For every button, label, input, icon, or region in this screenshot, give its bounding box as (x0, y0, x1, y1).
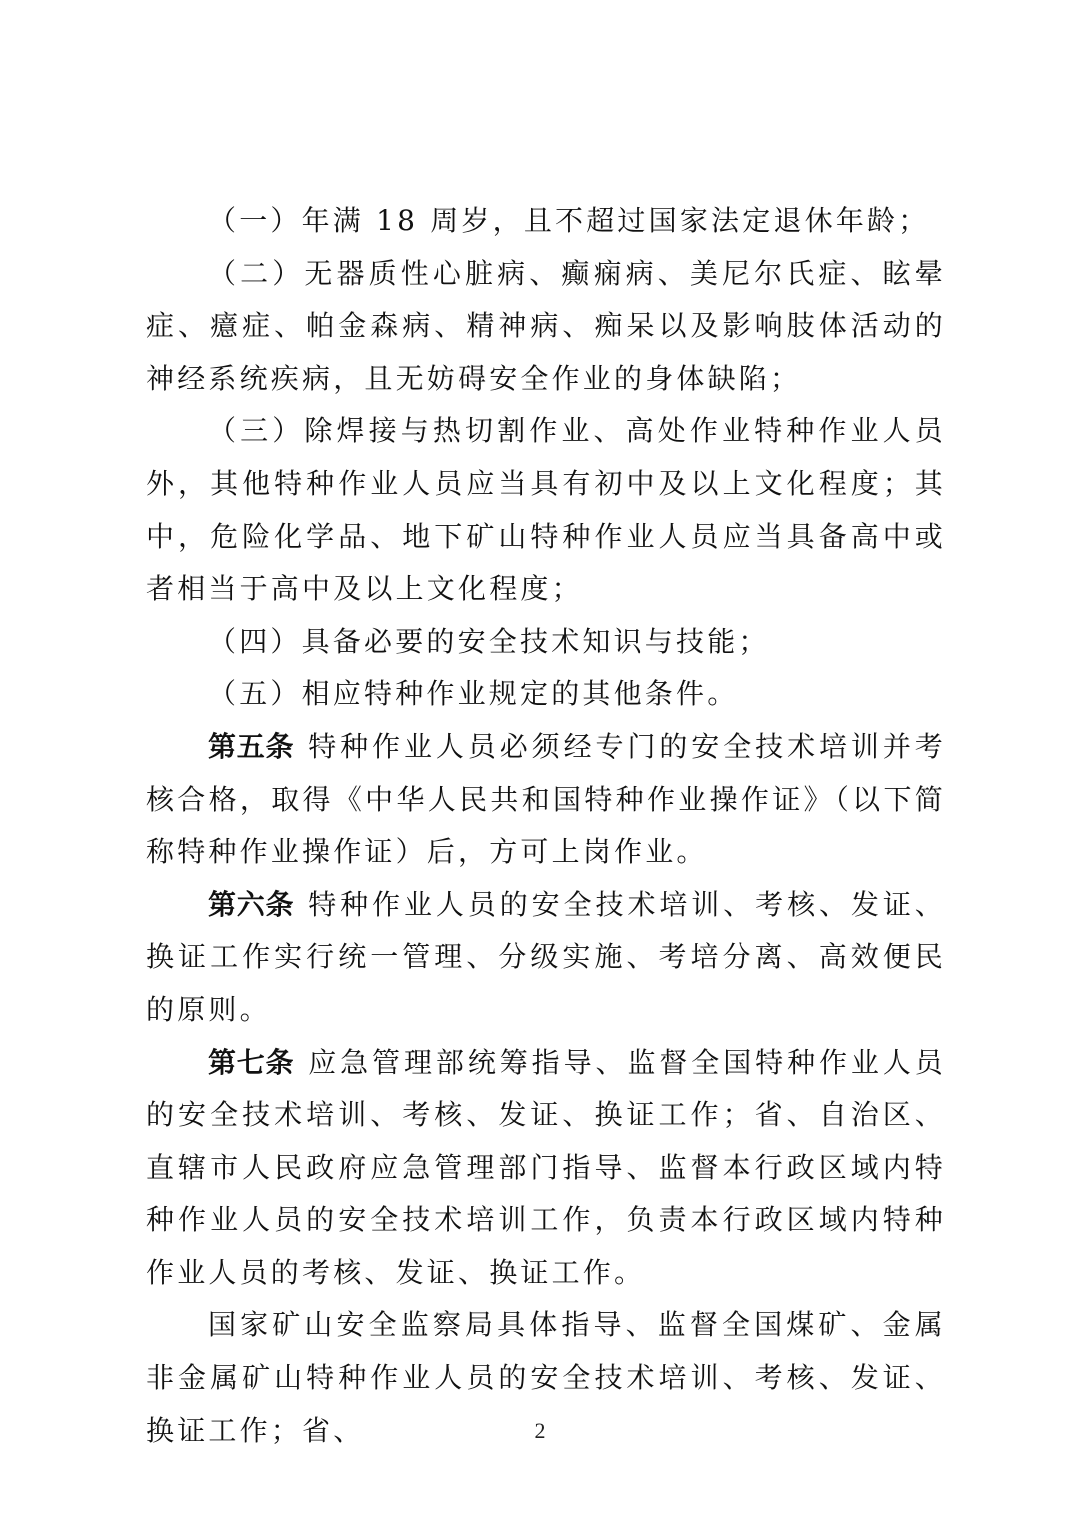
paragraph-text: 特种作业人员必须经专门的安全技术培训并考核合格，取得《中华人民共和国特种作业操作证》（以下简称特种作业操作证）后，方可上岗作业。 (146, 729, 946, 869)
paragraph-item-2 (146, 248, 946, 406)
paragraph-text: 特种作业人员的安全技术培训、考核、发证、换证工作实行统一管理、分级实施、考培分离、高效便民的原则。 (146, 887, 946, 1026)
article-heading: 第六条 (208, 887, 295, 921)
page-number: 2 (534, 1418, 546, 1443)
document-body (146, 195, 946, 1457)
paragraph-item-1 (146, 195, 946, 248)
article-5 (146, 721, 946, 879)
paragraph-text: （五）相应特种作业规定的其他条件。 (208, 677, 739, 711)
article-heading: 第五条 (208, 729, 295, 763)
paragraph-text: （二）无器质性心脏病、癫痫病、美尼尔氏症、眩晕症、癔症、帕金森病、精神病、痴呆以及影响肢体活动的神经系统疾病，且无妨碍安全作业的身体缺陷； (146, 256, 946, 395)
paragraph-item-5 (146, 668, 946, 721)
article-heading: 第七条 (208, 1045, 295, 1079)
paragraph-item-3 (146, 405, 946, 615)
paragraph-text: （三）除焊接与热切割作业、高处作业特种作业人员外，其他特种作业人员应当具有初中及以上文化程度；其中，危险化学品、地下矿山特种作业人员应当具备高中或者相当于高中及以上文化程度； (146, 414, 946, 606)
paragraph-text: （一）年满 18 周岁，且不超过国家法定退休年龄； (208, 204, 930, 237)
paragraph-text: 国家矿山安全监察局具体指导、监督全国煤矿、金属非金属矿山特种作业人员的安全技术培训、考核、发证、换证工作；省、 (146, 1308, 946, 1447)
article-7 (146, 1037, 946, 1300)
paragraph-item-4 (146, 616, 946, 669)
paragraph-text: （四）具备必要的安全技术知识与技能； (208, 624, 770, 658)
paragraph-text: 应急管理部统筹指导、监督全国特种作业人员的安全技术培训、考核、发证、换证工作；省、自治区、直辖市人民政府应急管理部门指导、监督本行政区域内特种作业人员的安全技术培训工作，负责本行政区域内特种作业人员的考核、发证、换证工作。 (146, 1045, 946, 1289)
article-6 (146, 879, 946, 1037)
